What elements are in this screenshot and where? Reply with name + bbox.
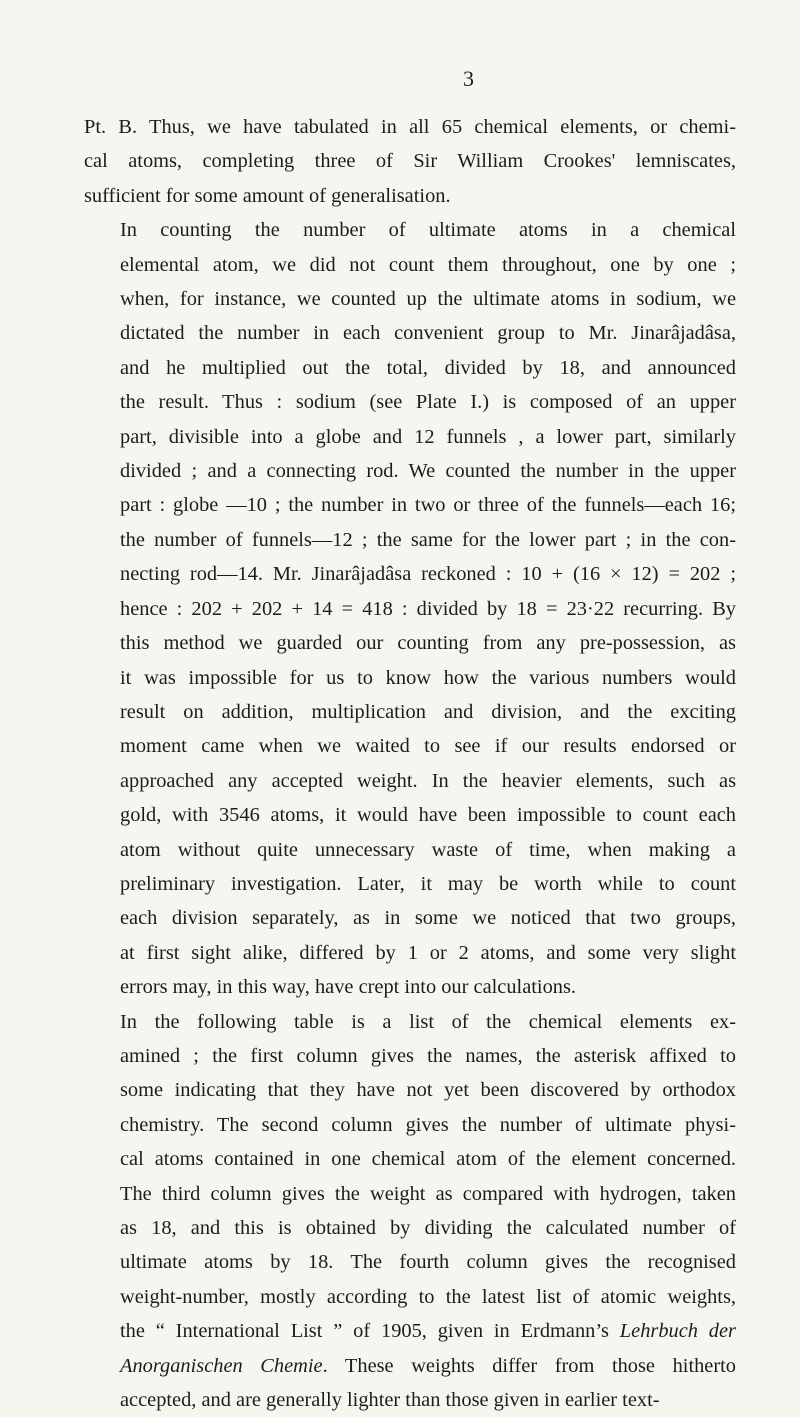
paragraph: [84, 213, 736, 1004]
text-line: Anorganischen Chemie. These weights differ from those hitherto: [120, 1354, 736, 1377]
text-line: moment came when we waited to see if our results endorsed or: [120, 735, 736, 758]
text-line: each division separately, as in some we noticed that two groups,: [120, 907, 736, 930]
text-line: hence : 202 + 202 + 14 = 418 : divided by 18 = 23·22 recurring. By: [120, 597, 736, 620]
text-line: this method we guarded our counting from any pre-possession, as: [120, 632, 736, 655]
text-line: In the following table is a list of the chemical elements ex-: [120, 1010, 736, 1033]
text-line: Pt. B. Thus, we have tabulated in all 65 chemical elements, or chemi-: [84, 116, 736, 138]
text-line: result on addition, multiplication and division, and the exciting: [120, 700, 736, 723]
text-line: the result. Thus : sodium (see Plate I.) is composed of an upper: [120, 391, 736, 414]
paragraph: [84, 110, 736, 213]
text-line: chemistry. The second column gives the number of ultimate physi-: [120, 1113, 736, 1136]
text-line: errors may, in this way, have crept into our calculations.: [120, 976, 577, 999]
text-line: when, for instance, we counted up the ultimate atoms in sodium, we: [120, 288, 736, 311]
text-line: at first sight alike, differed by 1 or 2 atoms, and some very slight: [120, 941, 736, 964]
text-line: sufficient for some amount of generalisation.: [84, 184, 451, 207]
text-line: atom without quite unnecessary waste of time, when making a: [120, 838, 736, 861]
text-line: divided ; and a connecting rod. We counted the number in the upper: [120, 460, 736, 483]
text-line: and he multiplied out the total, divided by 18, and announced: [120, 356, 736, 379]
text-line: as 18, and this is obtained by dividing the calculated number of: [120, 1217, 736, 1239]
text-line: amined ; the first column gives the names, the asterisk affixed to: [120, 1044, 736, 1067]
body-text: [84, 110, 736, 1417]
text-line: dictated the number in each convenient group to Mr. Jinarâjadâsa,: [120, 322, 736, 345]
text-line: In counting the number of ultimate atoms in a chemical: [120, 219, 736, 242]
text-line: ultimate atoms by 18. The fourth column gives the recognised: [120, 1251, 736, 1274]
text-line: part, divisible into a globe and 12 funnels , a lower part, similarly: [120, 425, 736, 448]
text-line: cal atoms contained in one chemical atom of the element concerned.: [120, 1148, 736, 1171]
text-line: it was impossible for us to know how the various numbers would: [120, 666, 736, 689]
text-line: the “ International List ” of 1905, given in Erdmann’s Lehrbuch der: [120, 1320, 736, 1343]
page-number: 3: [463, 66, 474, 91]
paragraph: [84, 1005, 736, 1417]
text-line: preliminary investigation. Later, it may be worth while to count: [120, 872, 736, 895]
text-line: The third column gives the weight as compared with hydrogen, taken: [120, 1182, 736, 1205]
text-line: approached any accepted weight. In the heavier elements, such as: [120, 769, 736, 792]
text-line: cal atoms, completing three of Sir William Crookes' lemniscates,: [84, 150, 736, 173]
text-line: gold, with 3546 atoms, it would have been impossible to count each: [120, 804, 736, 827]
text-line: accepted, and are generally lighter than those given in earlier text-: [120, 1389, 660, 1412]
text-line: elemental atom, we did not count them throughout, one by one ;: [120, 253, 736, 276]
text-line: weight-number, mostly according to the latest list of atomic weights,: [120, 1285, 736, 1308]
text-line: the number of funnels—12 ; the same for the lower part ; in the con-: [120, 528, 736, 551]
text-line: necting rod—14. Mr. Jinarâjadâsa reckoned : 10 + (16 × 12) = 202 ;: [120, 563, 736, 586]
text-line: part : globe —10 ; the number in two or three of the funnels—each 16;: [120, 494, 736, 517]
text-line: some indicating that they have not yet been discovered by orthodox: [120, 1079, 736, 1102]
